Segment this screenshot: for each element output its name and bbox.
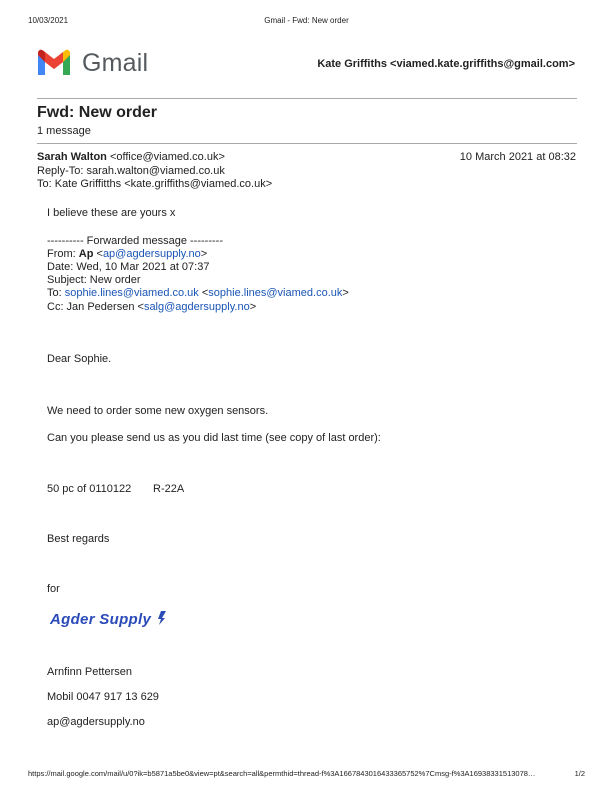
message-date: 10 March 2021 at 08:32	[459, 151, 576, 163]
body-line-2: Can you please send us as you did last time (see copy of last order):	[47, 432, 381, 444]
gmail-logo-icon	[36, 49, 72, 77]
forward-from-label: From:	[47, 248, 79, 260]
forward-cc-label: Cc: Jan Pedersen	[47, 301, 138, 313]
forward-from: From: Ap <ap@agdersupply.no>	[47, 248, 208, 260]
forward-to-label: To:	[47, 287, 65, 299]
agder-supply-logo	[50, 610, 168, 628]
forward-subject: Subject: New order	[47, 274, 141, 286]
forward-to: To: sophie.lines@viamed.co.uk <sophie.lines@viamed.co.uk>	[47, 287, 349, 299]
subject-divider	[37, 143, 577, 144]
page-number: 1/2	[574, 769, 585, 778]
signer-name: Arnfinn Pettersen	[47, 666, 132, 678]
print-date: 10/03/2021	[28, 16, 69, 25]
body-line-1: We need to order some new oxygen sensors.	[47, 405, 269, 417]
forward-from-email-link[interactable]: ap@agdersupply.no	[102, 248, 201, 260]
order-reference: R-22A	[153, 483, 185, 495]
forward-from-name: Ap	[78, 248, 94, 260]
forward-cc: Cc: Jan Pedersen <salg@agdersupply.no>	[47, 301, 257, 313]
account-user: Kate Griffiths <viamed.kate.griffiths@gmail.com>	[317, 58, 575, 70]
forward-separator: ---------- Forwarded message ---------	[47, 235, 223, 247]
forward-to-link[interactable]: sophie.lines@viamed.co.uk	[64, 287, 199, 299]
sender-name: Sarah Walton	[37, 151, 107, 163]
signer-email: ap@agdersupply.no	[47, 716, 145, 728]
forward-cc-email-link[interactable]: salg@agdersupply.no	[143, 301, 250, 313]
forward-date: Date: Wed, 10 Mar 2021 at 07:37	[47, 261, 210, 273]
forward-to-email-link[interactable]: sophie.lines@viamed.co.uk	[208, 287, 343, 299]
recipient-to: To: Kate Griffitths <kate.griffiths@viamed.co.uk>	[37, 178, 273, 190]
message-count: 1 message	[37, 125, 91, 137]
logo-mark-icon	[156, 610, 168, 626]
header-divider	[37, 98, 577, 99]
order-quantity: 50 pc of 0110122	[47, 483, 132, 495]
signature-for: for	[47, 583, 60, 595]
reply-to: Reply-To: sarah.walton@viamed.co.uk	[37, 165, 225, 177]
sender-email: <office@viamed.co.uk>	[109, 151, 225, 163]
gmail-logo-text: Gmail	[82, 49, 149, 77]
greeting: Dear Sophie.	[47, 353, 112, 365]
closing: Best regards	[47, 533, 110, 545]
thread-subject: Fwd: New order	[37, 104, 158, 121]
print-url: https://mail.google.com/mail/u/0?ik=b5871a5be0&view=pt&search=all&permthid=thread-f%3A1667843016433365752%7Cmsg-f%3A16938331513078…	[28, 769, 536, 778]
intro-text: I believe these are yours x	[47, 207, 176, 219]
signer-mobile: Mobil 0047 917 13 629	[47, 691, 159, 703]
sender-line	[37, 151, 225, 164]
print-title: Gmail - Fwd: New order	[264, 16, 349, 25]
agder-supply-logo-text: Agder Supply	[50, 611, 152, 628]
